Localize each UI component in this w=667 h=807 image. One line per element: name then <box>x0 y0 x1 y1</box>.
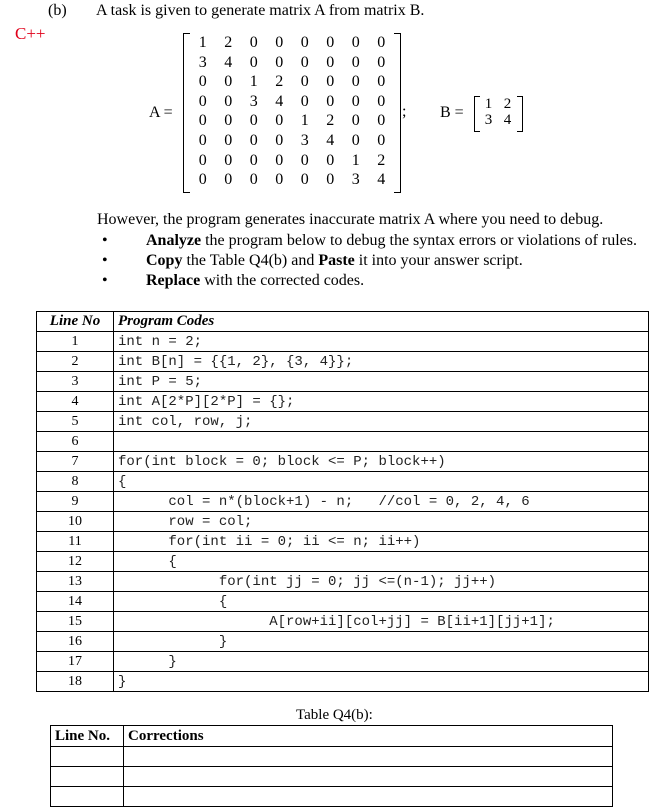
table-caption: Table Q4(b): <box>296 707 373 723</box>
matrix-b <box>479 96 517 128</box>
matrix-a-cell: 1 <box>351 151 360 169</box>
matrix-a-cell: 0 <box>300 171 309 189</box>
matrix-a-cell: 0 <box>198 92 207 110</box>
matrix-a-row <box>190 53 394 73</box>
matrix-a-cell: 0 <box>198 171 207 189</box>
matrix-a-cell: 0 <box>249 151 258 169</box>
matrix-a-cell: 0 <box>224 151 233 169</box>
matrix-a-cell: 0 <box>351 92 360 110</box>
code-line-number: 11 <box>37 532 114 552</box>
matrix-a-cell: 0 <box>326 92 335 110</box>
code-line: int P = 5; <box>114 372 649 392</box>
code-line: int B[n] = {{1, 2}, {3, 4}}; <box>114 352 649 372</box>
code-line: for(int ii = 0; ii <= n; ii++) <box>114 532 649 552</box>
code-row <box>37 572 649 592</box>
instruction-text: the Table Q4(b) and <box>182 252 319 269</box>
code-line-number: 17 <box>37 652 114 672</box>
matrix-b-cell: 3 <box>484 112 493 128</box>
code-row <box>37 512 649 532</box>
code-line: { <box>114 552 649 572</box>
matrix-a-cell: 2 <box>224 34 233 51</box>
description-text: However, the program generates inaccurate matrix A where you need to debug. <box>97 211 604 228</box>
code-row <box>37 492 649 512</box>
code-line-number: 6 <box>37 432 114 452</box>
code-line-number: 13 <box>37 572 114 592</box>
matrix-a-cell: 2 <box>326 112 335 130</box>
instruction-bullet: • Copy the Table Q4(b) and Paste it into your answer script. <box>102 252 523 269</box>
part-label: (b) <box>48 2 67 19</box>
matrix-a-cell: 0 <box>224 131 233 149</box>
matrix-a-row <box>190 92 394 112</box>
matrix-a-cell: 0 <box>275 151 284 169</box>
matrix-a-cell: 0 <box>351 53 360 71</box>
code-line: row = col; <box>114 512 649 532</box>
matrix-a-cell: 0 <box>326 171 335 189</box>
matrix-a-cell: 0 <box>326 34 335 51</box>
matrix-a-row <box>190 131 394 151</box>
code-line-number: 4 <box>37 392 114 412</box>
matrix-b-right-bracket <box>517 96 523 132</box>
code-row <box>37 412 649 432</box>
code-row <box>37 612 649 632</box>
matrix-a-cell: 0 <box>300 53 309 71</box>
instruction-bullet: • Analyze the program below to debug the syntax errors or violations of rules. <box>102 232 638 249</box>
matrix-a-left-bracket <box>183 33 190 193</box>
instruction-bullet: • Replace with the corrected codes. <box>102 272 365 289</box>
program-code-table <box>36 311 649 692</box>
matrix-a-cell: 0 <box>249 53 258 71</box>
matrix-a-cell: 0 <box>249 34 258 51</box>
corrections-header: Corrections <box>124 726 613 747</box>
code-row <box>37 352 649 372</box>
matrix-a-cell: 0 <box>300 34 309 51</box>
code-row <box>37 432 649 452</box>
matrix-b-cell: 2 <box>503 96 512 112</box>
code-line: for(int jj = 0; jj <=(n-1); jj++) <box>114 572 649 592</box>
code-row <box>37 652 649 672</box>
matrix-a-cell: 0 <box>377 34 386 51</box>
matrix-a-cell: 3 <box>198 53 207 71</box>
code-line: int n = 2; <box>114 332 649 352</box>
matrix-a-cell: 0 <box>224 171 233 189</box>
code-line: } <box>114 652 649 672</box>
matrix-a-cell: 0 <box>275 112 284 130</box>
matrix-a-cell: 0 <box>326 151 335 169</box>
instruction-keyword: Replace <box>146 272 201 289</box>
code-line-number: 5 <box>37 412 114 432</box>
matrix-a-cell: 0 <box>198 112 207 130</box>
code-line-number: 14 <box>37 592 114 612</box>
matrix-a-cell: 0 <box>249 131 258 149</box>
matrix-a-cell: 3 <box>351 171 360 189</box>
matrix-a-cell: 1 <box>300 112 309 130</box>
matrix-a-cell: 0 <box>326 53 335 71</box>
matrix-a-cell: 0 <box>224 73 233 91</box>
code-line-number: 9 <box>37 492 114 512</box>
code-line-number: 15 <box>37 612 114 632</box>
code-row <box>37 552 649 572</box>
matrix-a-cell: 0 <box>275 34 284 51</box>
code-row <box>37 392 649 412</box>
code-line: { <box>114 592 649 612</box>
corrections-row <box>51 767 613 787</box>
matrix-a-cell: 0 <box>377 53 386 71</box>
matrix-a-row <box>190 151 394 171</box>
corrections-line-no-header: Line No. <box>51 726 124 747</box>
matrix-a-cell: 0 <box>275 53 284 71</box>
matrix-a-label: A = <box>149 104 173 121</box>
matrix-a-cell: 0 <box>377 131 386 149</box>
matrix-b-row <box>479 96 517 112</box>
matrix-a-cell: 0 <box>224 112 233 130</box>
code-line-number: 16 <box>37 632 114 652</box>
instruction-keyword: Paste <box>318 252 355 269</box>
matrix-a-cell: 0 <box>326 73 335 91</box>
instruction-text: it into your answer script. <box>354 252 523 269</box>
matrix-b-cell: 4 <box>503 112 512 128</box>
instruction-keyword: Copy <box>146 252 183 269</box>
code-line: int A[2*P][2*P] = {}; <box>114 392 649 412</box>
code-line <box>114 432 649 452</box>
matrix-a <box>190 33 394 190</box>
matrix-a-row <box>190 72 394 92</box>
matrix-a-cell: 0 <box>275 131 284 149</box>
matrix-a-cell: 3 <box>300 131 309 149</box>
code-row <box>37 372 649 392</box>
instruction-text: the program below to debug the syntax errors or violations of rules. <box>201 232 638 249</box>
code-line-number: 8 <box>37 472 114 492</box>
corrections-cell[interactable] <box>124 787 613 807</box>
matrix-a-cell: 0 <box>377 112 386 130</box>
matrix-a-semicolon: ; <box>402 103 407 120</box>
matrix-a-cell: 0 <box>275 171 284 189</box>
code-row <box>37 632 649 652</box>
matrix-a-cell: 4 <box>275 92 284 110</box>
line-no-header: Line No <box>37 312 114 332</box>
code-table-header-row <box>37 312 649 332</box>
matrix-a-cell: 0 <box>351 112 360 130</box>
matrix-a-cell: 0 <box>300 151 309 169</box>
code-row <box>37 672 649 692</box>
corrections-line-no-cell[interactable] <box>51 787 124 807</box>
code-line-number: 2 <box>37 352 114 372</box>
matrix-a-cell: 0 <box>377 73 386 91</box>
code-line: A[row+ii][col+jj] = B[ii+1][jj+1]; <box>114 612 649 632</box>
matrix-b-row <box>479 112 517 128</box>
code-line: col = n*(block+1) - n; //col = 0, 2, 4, 6 <box>114 492 649 512</box>
corrections-row <box>51 747 613 767</box>
corrections-line-no-cell[interactable] <box>51 747 124 767</box>
program-codes-header: Program Codes <box>114 312 649 332</box>
corrections-row <box>51 787 613 807</box>
corrections-cell[interactable] <box>124 747 613 767</box>
matrix-a-cell: 0 <box>300 92 309 110</box>
matrix-a-cell: 0 <box>249 112 258 130</box>
matrix-a-cell: 0 <box>198 131 207 149</box>
matrix-a-cell: 1 <box>198 34 207 51</box>
matrix-a-cell: 0 <box>300 73 309 91</box>
instruction-keyword: Analyze <box>146 232 202 249</box>
corrections-table <box>50 725 613 807</box>
code-line: { <box>114 472 649 492</box>
matrix-a-cell: 0 <box>198 151 207 169</box>
language-label: C++ <box>15 24 46 43</box>
code-row <box>37 452 649 472</box>
matrix-b-cell: 1 <box>484 96 493 112</box>
instruction-text: with the corrected codes. <box>200 272 365 289</box>
matrix-a-cell: 0 <box>351 34 360 51</box>
matrix-a-cell: 4 <box>224 53 233 71</box>
code-line: for(int block = 0; block <= P; block++) <box>114 452 649 472</box>
code-row <box>37 332 649 352</box>
matrix-a-cell: 0 <box>249 171 258 189</box>
matrix-a-cell: 0 <box>198 73 207 91</box>
corrections-cell[interactable] <box>124 767 613 787</box>
matrix-a-row <box>190 170 394 190</box>
code-line-number: 10 <box>37 512 114 532</box>
matrix-a-cell: 1 <box>249 73 258 91</box>
matrix-a-row <box>190 33 394 53</box>
matrix-a-cell: 0 <box>351 131 360 149</box>
matrix-a-cell: 3 <box>249 92 258 110</box>
matrix-a-cell: 0 <box>224 92 233 110</box>
code-row <box>37 532 649 552</box>
code-line-number: 3 <box>37 372 114 392</box>
code-line-number: 7 <box>37 452 114 472</box>
code-line-number: 1 <box>37 332 114 352</box>
matrix-a-cell: 2 <box>275 73 284 91</box>
corrections-header-row <box>51 726 613 747</box>
matrix-a-right-bracket <box>394 33 401 193</box>
code-line-number: 12 <box>37 552 114 572</box>
corrections-line-no-cell[interactable] <box>51 767 124 787</box>
code-line: } <box>114 632 649 652</box>
code-row <box>37 592 649 612</box>
matrix-a-cell: 0 <box>377 92 386 110</box>
matrix-a-cell: 4 <box>377 171 386 189</box>
code-line-number: 18 <box>37 672 114 692</box>
code-row <box>37 472 649 492</box>
code-line: int col, row, j; <box>114 412 649 432</box>
matrix-a-cell: 2 <box>377 151 386 169</box>
matrix-b-label: B = <box>440 104 464 121</box>
matrix-a-row <box>190 111 394 131</box>
code-line: } <box>114 672 649 692</box>
task-statement: A task is given to generate matrix A from matrix B. <box>96 2 425 19</box>
matrix-a-cell: 0 <box>351 73 360 91</box>
matrix-a-cell: 4 <box>326 131 335 149</box>
